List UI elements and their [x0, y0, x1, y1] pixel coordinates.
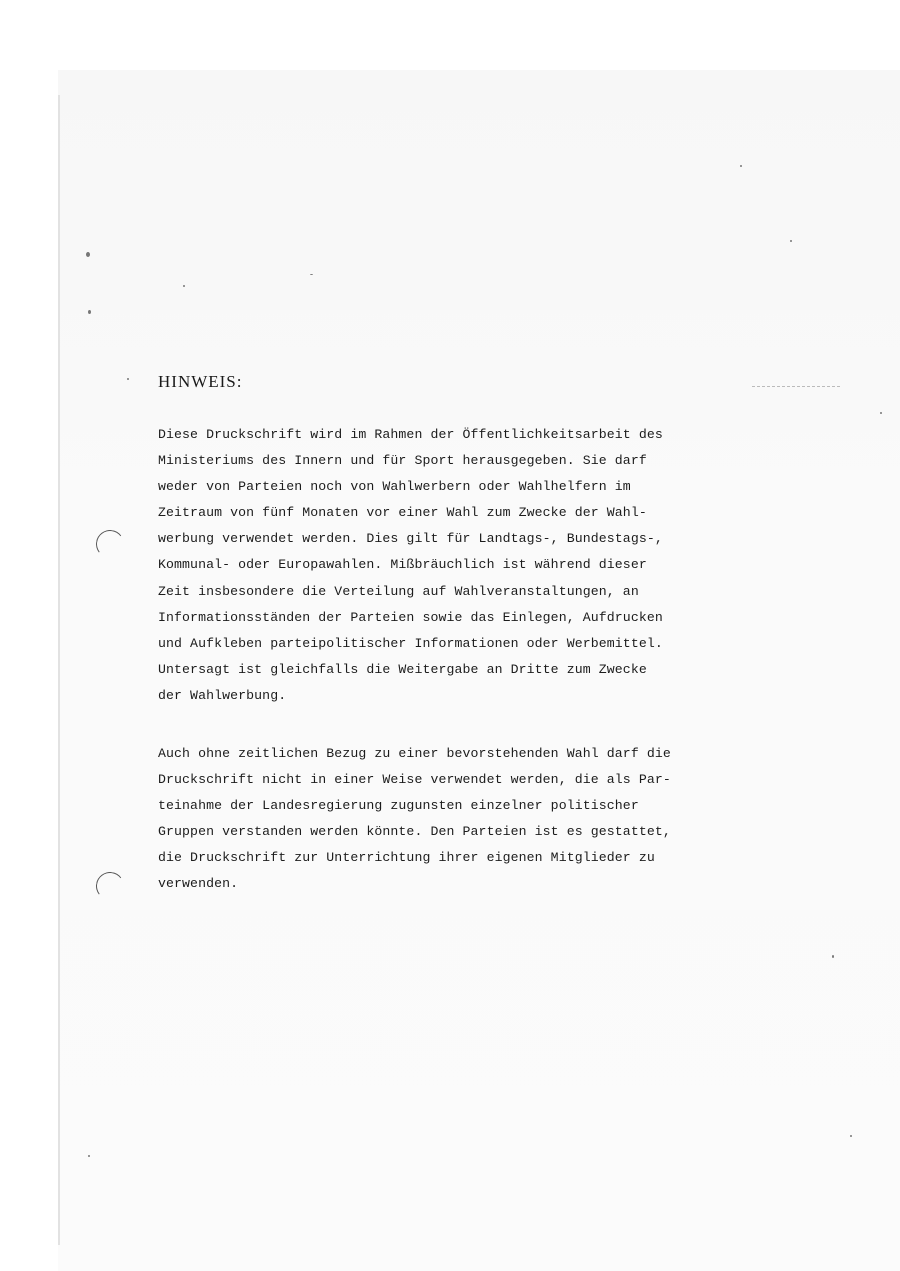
- scan-speck: [127, 378, 129, 380]
- scan-speck: [86, 252, 90, 257]
- scan-speck: [880, 412, 882, 414]
- notice-heading: HINWEIS:: [158, 372, 243, 391]
- scan-speck: [310, 274, 313, 275]
- scan-speck: [790, 240, 792, 242]
- notice-paragraph-2: Auch ohne zeitlichen Bezug zu einer bevorstehenden Wahl darf die Druckschrift nicht in einer Weise verwendet werden, die als Par- teinahme der Landesregierung zugunsten einzelner politischer Gruppen verstanden werden könnte. Den Parteien ist es gestattet, die Druckschrift zur Unterrichtung ihrer eigenen Mitglieder zu verwenden.: [158, 746, 671, 892]
- scan-speck: [832, 955, 834, 958]
- scan-speck: [740, 165, 742, 167]
- scan-speck: [88, 1155, 90, 1157]
- notice-paragraph-1: Diese Druckschrift wird im Rahmen der Öffentlichkeitsarbeit des Ministeriums des Innern und für Sport herausgegeben. Sie darf weder von Parteien noch von Wahlwerbern oder Wahlhelfern im Zeitraum von fünf Monaten vor einer Wahl zum Zwecke der Wahl- werbung verwendet werden. Dies gilt für Landtags-, Bundestags-, Kommunal- oder Europawahlen. Mißbräuchlich ist während dieser Zeit insbesondere die Verteilung auf Wahlveranstaltungen, an Informationsständen der Parteien sowie das Einlegen, Aufdrucken und Aufkleben parteipolitischer Informationen oder Werbemittel. Untersagt ist gleichfalls die Weitergabe an Dritte zum Zwecke der Wahlwerbung.: [158, 427, 663, 703]
- scan-speck: [88, 310, 91, 314]
- scan-speck: [850, 1135, 852, 1137]
- scan-edge-line: [58, 95, 60, 1245]
- scan-speck: [183, 285, 185, 287]
- faint-dashed-mark: [752, 386, 840, 387]
